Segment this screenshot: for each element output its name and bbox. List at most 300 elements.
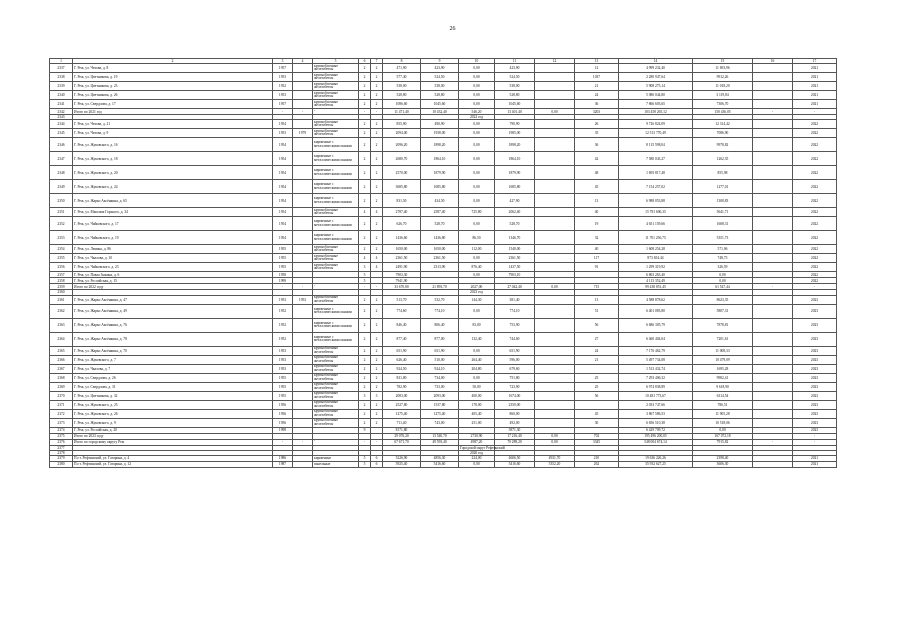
- table-cell: Г. Реж, ул. Чайковского, д. 17: [73, 217, 273, 231]
- table-cell: панельные: [313, 462, 359, 468]
- table-cell: Г. Реж, ул. Чайковского, д. 19: [73, 231, 273, 245]
- table-cell: 1954: [273, 120, 293, 129]
- table-cell: [293, 64, 313, 73]
- table-cell: -: [293, 439, 313, 445]
- table-cell: 2: [359, 364, 371, 373]
- table-cell: 2023: [793, 304, 837, 318]
- table-cell: крупноблочные железобетон: [313, 73, 359, 82]
- table-cell: 1999: [273, 278, 293, 284]
- table-cell: 2: [371, 346, 383, 355]
- table-cell: Г. Реж, ул. Цветникова, д. 26: [73, 91, 273, 100]
- table-cell: 45: [575, 409, 619, 418]
- table-cell: 1045,60: [421, 100, 459, 109]
- table-cell: 4: [359, 254, 371, 263]
- table-cell: 21 893,70: [421, 284, 459, 290]
- table-cell: 860,00: [495, 409, 535, 418]
- table-cell: Г. Реж, ул. Чехова, д. 21: [73, 120, 273, 129]
- table-cell: [535, 346, 575, 355]
- table-cell: 2094,00: [383, 129, 421, 138]
- table-cell: 1864,10: [495, 152, 535, 166]
- table-row: [50, 166, 837, 180]
- table-cell: 11 701 256,75: [619, 231, 693, 245]
- table-cell: 2021: [793, 73, 837, 82]
- table-cell: 7915,82: [693, 439, 753, 445]
- table-cell: 7 293 406,32: [619, 373, 693, 382]
- table-cell: П.г.т. Рефтинский, ул. Гагарина, д. 4: [73, 456, 273, 462]
- table-cell: 782,90: [383, 382, 421, 391]
- table-cell: Г. Реж, ул. Чкалова, д. 10: [73, 254, 273, 263]
- table-cell: 10 481 773,67: [619, 391, 693, 400]
- table-cell: 1957: [273, 100, 293, 109]
- table-cell: 2: [371, 295, 383, 304]
- table-cell: 204,80: [459, 364, 495, 373]
- table-cell: 2: [371, 382, 383, 391]
- table-row: [50, 180, 837, 194]
- table-cell: -: [313, 284, 359, 290]
- table-cell: 1954: [273, 138, 293, 152]
- table-cell: 2730,90: [459, 433, 495, 439]
- table-cell: 831,80: [383, 373, 421, 382]
- table-cell: 2350,00: [495, 400, 535, 409]
- table-cell: 12 513 770,49: [619, 129, 693, 138]
- table-cell: 5: [359, 462, 371, 468]
- table-cell: 528,80: [383, 91, 421, 100]
- table-cell: 1985,00: [495, 129, 535, 138]
- table-cell: 4: [371, 254, 383, 263]
- table-row: [50, 245, 837, 254]
- table-cell: 1086,60: [383, 100, 421, 109]
- table-cell: 5352,20: [535, 462, 575, 468]
- table-cell: 2337: [50, 64, 73, 73]
- table-cell: Г. Реж, ул. Жарко Аксёнкина, д. 78: [73, 332, 273, 346]
- table-cell: 2: [371, 418, 383, 427]
- table-cell: 12: [575, 64, 619, 73]
- table-cell: 112,00: [459, 245, 495, 254]
- header-cell: 3: [273, 59, 293, 64]
- table-cell: кирпичные с металлическими окнами: [313, 217, 359, 231]
- table-cell: крупноблочные железобетон: [313, 91, 359, 100]
- table-cell: 2: [359, 120, 371, 129]
- table-cell: 5351,73: [693, 231, 753, 245]
- table-cell: 2374: [50, 427, 73, 433]
- table-cell: 42: [575, 152, 619, 166]
- table-cell: кирпичные с металлическими окнами: [313, 152, 359, 166]
- table-cell: [293, 462, 313, 468]
- table-cell: -: [371, 284, 383, 290]
- table-cell: 2: [371, 100, 383, 109]
- table-row: [50, 100, 837, 109]
- table-cell: 1275,40: [421, 409, 459, 418]
- table-cell: 2: [371, 194, 383, 208]
- table-cell: 2096,20: [383, 138, 421, 152]
- table-cell: 0,00: [693, 272, 753, 278]
- table-cell: Г. Реж, ул. Цветникова, д. 23: [73, 82, 273, 91]
- table-cell: 2347: [50, 152, 73, 166]
- table-cell: 6: [371, 456, 383, 462]
- table-row: [50, 409, 837, 418]
- table-cell: 30: [575, 418, 619, 427]
- table-cell: 2: [371, 332, 383, 346]
- table-cell: 1956: [273, 400, 293, 409]
- table-cell: 2023: [793, 318, 837, 332]
- table-cell: 0,00: [535, 109, 575, 115]
- table-cell: [293, 391, 313, 400]
- table-cell: 0,00: [459, 138, 495, 152]
- table-cell: [753, 364, 793, 373]
- table-cell: 5: [359, 272, 371, 278]
- table-cell: 25: [575, 373, 619, 382]
- table-cell: -: [793, 109, 837, 115]
- table-cell: 1953: [273, 295, 293, 304]
- table-cell: 2: [371, 152, 383, 166]
- table-cell: [535, 194, 575, 208]
- table-cell: [535, 129, 575, 138]
- table-cell: 3685,80: [383, 180, 421, 194]
- table-cell: 715: [575, 284, 619, 290]
- table-cell: [753, 263, 793, 272]
- table-cell: 2346: [50, 138, 73, 152]
- table-cell: [293, 91, 313, 100]
- table-cell: 7903,30: [383, 272, 421, 278]
- table-cell: [753, 73, 793, 82]
- table-cell: 2: [359, 152, 371, 166]
- table-cell: Г. Реж, ул. Павла Зыкина, д. 6: [73, 272, 273, 278]
- table-cell: Г. Реж, ул. Жуковского, д. 18: [73, 152, 273, 166]
- table-cell: Г. Реж, ул. Жуковского, д. 9: [73, 418, 273, 427]
- header-cell: 5: [313, 59, 359, 64]
- table-cell: 3: [359, 263, 371, 272]
- table-cell: 2: [371, 180, 383, 194]
- table-cell: 4856,30: [421, 456, 459, 462]
- table-cell: Итого по 2023 году: [73, 433, 273, 439]
- table-row: [50, 194, 837, 208]
- table-cell: [535, 254, 575, 263]
- table-cell: 786,51: [693, 400, 753, 409]
- table-cell: 2: [371, 373, 383, 382]
- table-cell: [293, 332, 313, 346]
- table-cell: 10 432,40: [421, 109, 459, 115]
- table-cell: 2: [359, 295, 371, 304]
- table-cell: 2: [359, 382, 371, 391]
- table-cell: Г. Реж, ул. Свердлова, д. 17: [73, 100, 273, 109]
- table-cell: 2358: [50, 278, 73, 284]
- table-cell: 2352: [50, 217, 73, 231]
- table-cell: 86,50: [459, 231, 495, 245]
- table-cell: 743,00: [421, 418, 459, 427]
- table-cell: 1955: [273, 373, 293, 382]
- table-cell: 167 072,18: [693, 433, 753, 439]
- table-cell: 24: [575, 91, 619, 100]
- table-cell: 1998: [273, 427, 293, 433]
- table-cell: 2: [359, 355, 371, 364]
- table-row: [50, 254, 837, 263]
- table-cell: 144,30: [459, 295, 495, 304]
- table-cell: 2343: [50, 115, 73, 120]
- table-cell: [753, 120, 793, 129]
- table-cell: 1436,80: [421, 231, 459, 245]
- table-cell: 10 518,06: [693, 418, 753, 427]
- table-cell: 532,70: [421, 295, 459, 304]
- table-cell: 2023: [793, 382, 837, 391]
- table-cell: 1685,80: [421, 180, 459, 194]
- table-row: [50, 82, 837, 91]
- header-cell: 8: [383, 59, 421, 64]
- table-cell: [753, 355, 793, 364]
- table-cell: 17 216,40: [495, 433, 535, 439]
- table-cell: 13 401,40: [495, 109, 535, 115]
- table-cell: крупноблочные железобетон: [313, 400, 359, 409]
- table-cell: [293, 82, 313, 91]
- table-cell: [753, 208, 793, 217]
- table-cell: 423,90: [421, 64, 459, 73]
- table-cell: 2379: [50, 456, 73, 462]
- table-cell: 6 656 510,38: [619, 418, 693, 427]
- table-cell: 528,70: [421, 217, 459, 231]
- table-cell: 596,00: [495, 355, 535, 364]
- table-cell: [535, 64, 575, 73]
- table-cell: 2313,90: [421, 263, 459, 272]
- table-cell: [753, 100, 793, 109]
- table-cell: 67 671,70: [383, 439, 421, 445]
- table-cell: [753, 346, 793, 355]
- table-cell: 2023: [793, 409, 837, 418]
- table-cell: 7941,90: [383, 278, 421, 284]
- table-row: [50, 355, 837, 364]
- table-cell: 2364: [50, 332, 73, 346]
- table-cell: [753, 152, 793, 166]
- table-cell: 2361: [50, 295, 73, 304]
- table-cell: 2021: [793, 462, 837, 468]
- table-cell: 2341: [50, 100, 73, 109]
- table-cell: [293, 418, 313, 427]
- table-cell: 21: [575, 355, 619, 364]
- table-cell: 2: [359, 91, 371, 100]
- table-cell: 7 866 603,65: [619, 100, 693, 109]
- table-cell: 3: [371, 391, 383, 400]
- table-cell: 2: [371, 318, 383, 332]
- table-cell: [535, 166, 575, 180]
- table-cell: 1608,31: [693, 217, 753, 231]
- table-cell: крупноблочные железобетон: [313, 263, 359, 272]
- table-cell: [293, 318, 313, 332]
- table-cell: Г. Реж, ул. Цветникова, д. 32: [73, 391, 273, 400]
- table-cell: [535, 373, 575, 382]
- table-cell: 7086,90: [693, 129, 753, 138]
- table-cell: 471,90: [383, 64, 421, 73]
- table-row: [50, 318, 837, 332]
- table-cell: [535, 355, 575, 364]
- table-cell: 2: [359, 64, 371, 73]
- table-cell: 7 580 043,27: [619, 152, 693, 166]
- table-cell: [293, 245, 313, 254]
- table-cell: [535, 138, 575, 152]
- table-cell: 1437,50: [495, 263, 535, 272]
- table-cell: 1979: [293, 129, 313, 138]
- table-cell: 513,70: [383, 295, 421, 304]
- table-cell: 711,40: [383, 418, 421, 427]
- table-cell: 2022: [793, 152, 837, 166]
- table-cell: 1955: [273, 245, 293, 254]
- table-cell: 1953: [293, 295, 313, 304]
- table-cell: 1436,60: [383, 231, 421, 245]
- table-cell: Г. Реж, ул. Жарко Аксёнкина, д. 47: [73, 295, 273, 304]
- table-cell: 2: [359, 129, 371, 138]
- table-cell: 1952: [273, 332, 293, 346]
- header-cell: 2: [73, 59, 273, 64]
- table-cell: 1650,00: [421, 245, 459, 254]
- table-cell: Г. Реж, ул. Жуковского, д. 16: [73, 138, 273, 152]
- table-cell: [293, 400, 313, 409]
- table-cell: [293, 100, 313, 109]
- table-cell: [293, 364, 313, 373]
- table-cell: 0,00: [693, 427, 753, 433]
- table-cell: 2: [371, 245, 383, 254]
- table-cell: кирпичные с металлическими окнами: [313, 166, 359, 180]
- table-cell: 1045,60: [495, 100, 535, 109]
- table-cell: 2020 год: [459, 450, 495, 455]
- table-cell: [293, 152, 313, 166]
- table-cell: 2023: [793, 346, 837, 355]
- header-cell: 15: [693, 59, 753, 64]
- table-cell: 2339: [50, 82, 73, 91]
- table-cell: 2377: [50, 445, 73, 450]
- table-cell: 0,00: [459, 129, 495, 138]
- table-cell: 2: [371, 120, 383, 129]
- table-cell: 5: [359, 456, 371, 462]
- table-cell: 251,00: [459, 418, 495, 427]
- table-cell: 1277,01: [693, 180, 753, 194]
- table-cell: 2570,00: [383, 166, 421, 180]
- table-cell: 2: [359, 138, 371, 152]
- table-cell: 1952: [273, 318, 293, 332]
- table-cell: 2353: [50, 231, 73, 245]
- table-cell: 1987: [273, 462, 293, 468]
- table-cell: 2023: [793, 373, 837, 382]
- table-cell: кирпичные с металлическими окнами: [313, 138, 359, 152]
- table-cell: 2022: [793, 272, 837, 278]
- table-cell: [575, 400, 619, 409]
- table-cell: 6 988 053,88: [619, 194, 693, 208]
- table-cell: [753, 194, 793, 208]
- table-cell: 2021: [793, 100, 837, 109]
- table-cell: [293, 73, 313, 82]
- table-cell: 2021: [793, 64, 837, 73]
- table-cell: 2351: [50, 208, 73, 217]
- table-cell: 2023: [793, 332, 837, 346]
- table-cell: крупноблочные железобетон: [313, 346, 359, 355]
- table-cell: 2361,50: [421, 254, 459, 263]
- table-cell: 0,00: [459, 373, 495, 382]
- table-cell: 210: [575, 456, 619, 462]
- header-cell: 12: [535, 59, 575, 64]
- table-cell: [753, 138, 793, 152]
- table-cell: 2023: [793, 427, 837, 433]
- table-cell: Итого по 2022 году: [73, 284, 273, 290]
- table-cell: 6 460 404,04: [619, 332, 693, 346]
- table-cell: 1938,00: [421, 129, 459, 138]
- table-cell: Городской округ Рефтинский: [460, 445, 505, 450]
- table-cell: 2356: [50, 263, 73, 272]
- table-cell: 2361,50: [383, 254, 421, 263]
- table-cell: 3203: [575, 109, 619, 115]
- table-cell: 733,00: [421, 382, 459, 391]
- table-cell: 326,59: [693, 263, 753, 272]
- table-cell: 876,40: [459, 263, 495, 272]
- table-cell: крупноблочные железобетон: [313, 391, 359, 400]
- table-cell: 56: [575, 391, 619, 400]
- table-cell: 2: [359, 400, 371, 409]
- table-cell: 2: [371, 138, 383, 152]
- table-cell: 1262,35: [693, 152, 753, 166]
- table-cell: 1537,80: [421, 400, 459, 409]
- table-cell: Г. Реж, ул. Чехова, д. 9: [73, 129, 273, 138]
- table-cell: -: [753, 439, 793, 445]
- table-cell: 5226,90: [383, 456, 421, 462]
- table-cell: 5871,30: [495, 427, 535, 433]
- table-cell: крупноблочные железобетон: [313, 64, 359, 73]
- table-cell: 2: [359, 304, 371, 318]
- table-cell: 877,40: [383, 332, 421, 346]
- table-cell: 0,00: [459, 152, 495, 166]
- table-cell: 2022: [793, 120, 837, 129]
- table-cell: 2022: [793, 138, 837, 152]
- table-cell: 56: [575, 318, 619, 332]
- table-cell: 2023: [793, 400, 837, 409]
- table-cell: 2: [359, 73, 371, 82]
- table-cell: Г. Реж, ул. Ленина, д. 86: [73, 245, 273, 254]
- table-cell: 1956: [273, 418, 293, 427]
- table-cell: 8 115 598,04: [619, 138, 693, 152]
- table-cell: 1957: [273, 64, 293, 73]
- table-cell: [535, 418, 575, 427]
- table-cell: 2344: [50, 120, 73, 129]
- table-cell: Г. Реж, ул. Цветникова, д. 19: [73, 73, 273, 82]
- table-cell: 2587,40: [421, 208, 459, 217]
- table-cell: 2371: [50, 400, 73, 409]
- table-cell: [293, 180, 313, 194]
- table-cell: 1 608 254,28: [619, 245, 693, 254]
- table-cell: 8171,80: [383, 427, 421, 433]
- table-cell: 702: [575, 433, 619, 439]
- table-cell: 4: [371, 208, 383, 217]
- table-cell: 49 593,40: [421, 439, 459, 445]
- table-cell: 40: [575, 208, 619, 217]
- table-cell: 1955: [273, 391, 293, 400]
- table-cell: [293, 409, 313, 418]
- table-cell: Г. Реж, ул. Российская, д. 15: [73, 278, 273, 284]
- table-cell: 2372: [50, 409, 73, 418]
- table-cell: 7 176 462,79: [619, 346, 693, 355]
- table-row: [50, 373, 837, 382]
- table-cell: 4 588 878,62: [619, 295, 693, 304]
- table-cell: 2491,90: [383, 263, 421, 272]
- table-cell: 723,90: [495, 382, 535, 391]
- table-cell: [535, 295, 575, 304]
- table-cell: [753, 231, 793, 245]
- table-cell: [535, 400, 575, 409]
- table-cell: 51: [575, 304, 619, 318]
- table-cell: 117: [575, 254, 619, 263]
- table-cell: крупноблочные железобетон: [313, 295, 359, 304]
- table-cell: 492,00: [495, 418, 535, 427]
- header-cell: 16: [753, 59, 793, 64]
- table-cell: 0,00: [459, 180, 495, 194]
- table-cell: [753, 217, 793, 231]
- table-row: [50, 217, 837, 231]
- table-cell: 2: [371, 231, 383, 245]
- table-cell: 150 436,05: [693, 109, 753, 115]
- table-cell: 2: [371, 400, 383, 409]
